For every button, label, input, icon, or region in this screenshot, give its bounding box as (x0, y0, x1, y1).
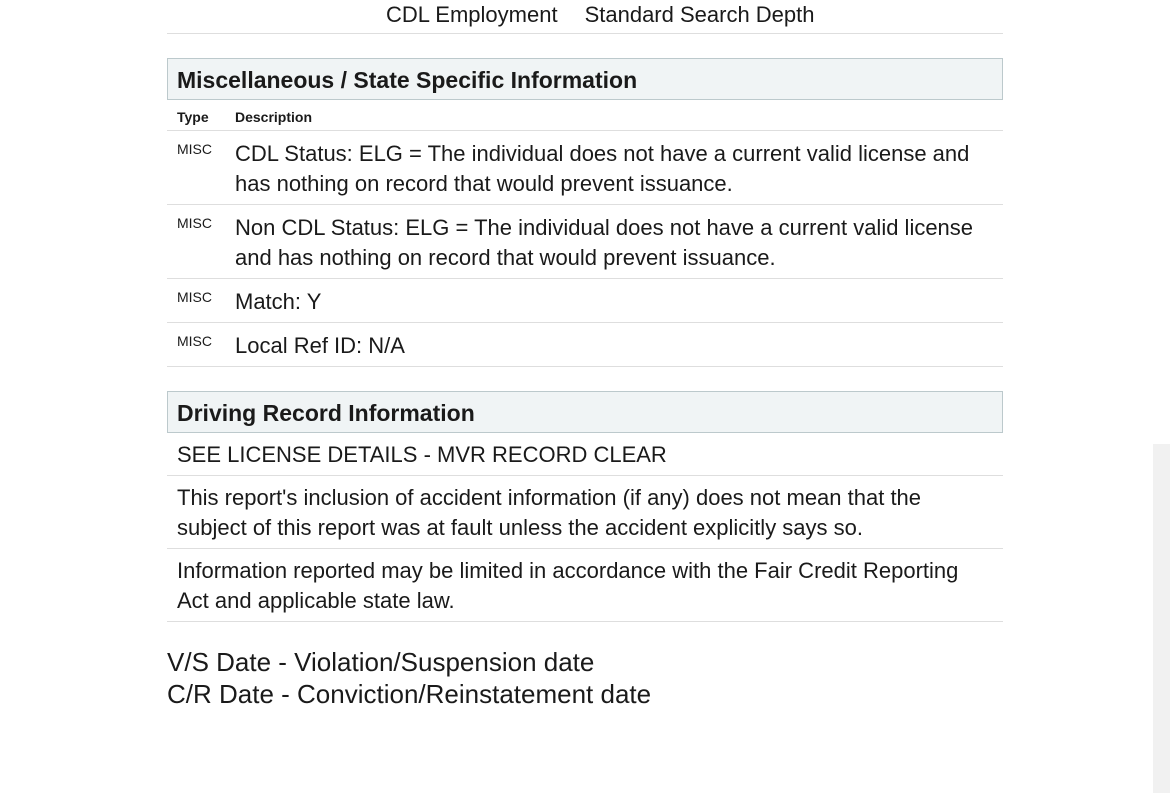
row-description: CDL Status: ELG = The individual does not have a current valid license and has nothing on record that would prevent issuance. (235, 141, 970, 196)
driving-section-title: Driving Record Information (167, 391, 1003, 433)
misc-section-title: Miscellaneous / State Specific Information (167, 58, 1003, 100)
table-row (167, 323, 1003, 367)
row-description: Non CDL Status: ELG = The individual does not have a current valid license and has nothing on record that would prevent issuance. (235, 215, 974, 270)
date-legend (167, 646, 1003, 710)
row-type: MISC (177, 141, 212, 157)
table-row (167, 205, 1003, 279)
driving-record-row: SEE LICENSE DETAILS - MVR RECORD CLEAR (167, 433, 1003, 476)
legend-vs-date: V/S Date - Violation/Suspension date (167, 647, 595, 677)
search-type: CDL Employment (386, 2, 558, 27)
table-row (167, 279, 1003, 323)
driving-record-row: Information reported may be limited in accordance with the Fair Credit Reporting Act and applicable state law. (167, 549, 1003, 622)
scrollbar-track[interactable] (1153, 444, 1170, 793)
misc-table-header (167, 100, 1003, 131)
driving-record-row: This report's inclusion of accident information (if any) does not mean that the subject of this report was at fault unless the accident explicitly says so. (167, 476, 1003, 549)
search-summary-row (167, 0, 1003, 34)
legend-cr-date: C/R Date - Conviction/Reinstatement date (167, 679, 652, 709)
row-type: MISC (177, 215, 212, 231)
column-header-type: Type (177, 109, 209, 125)
row-description: Local Ref ID: N/A (235, 333, 405, 358)
search-depth: Standard Search Depth (584, 2, 815, 27)
row-description: Match: Y (235, 289, 322, 314)
column-header-description: Description (235, 109, 313, 125)
row-type: MISC (177, 333, 212, 349)
table-row (167, 131, 1003, 205)
report-body (167, 0, 1003, 710)
row-type: MISC (177, 289, 212, 305)
